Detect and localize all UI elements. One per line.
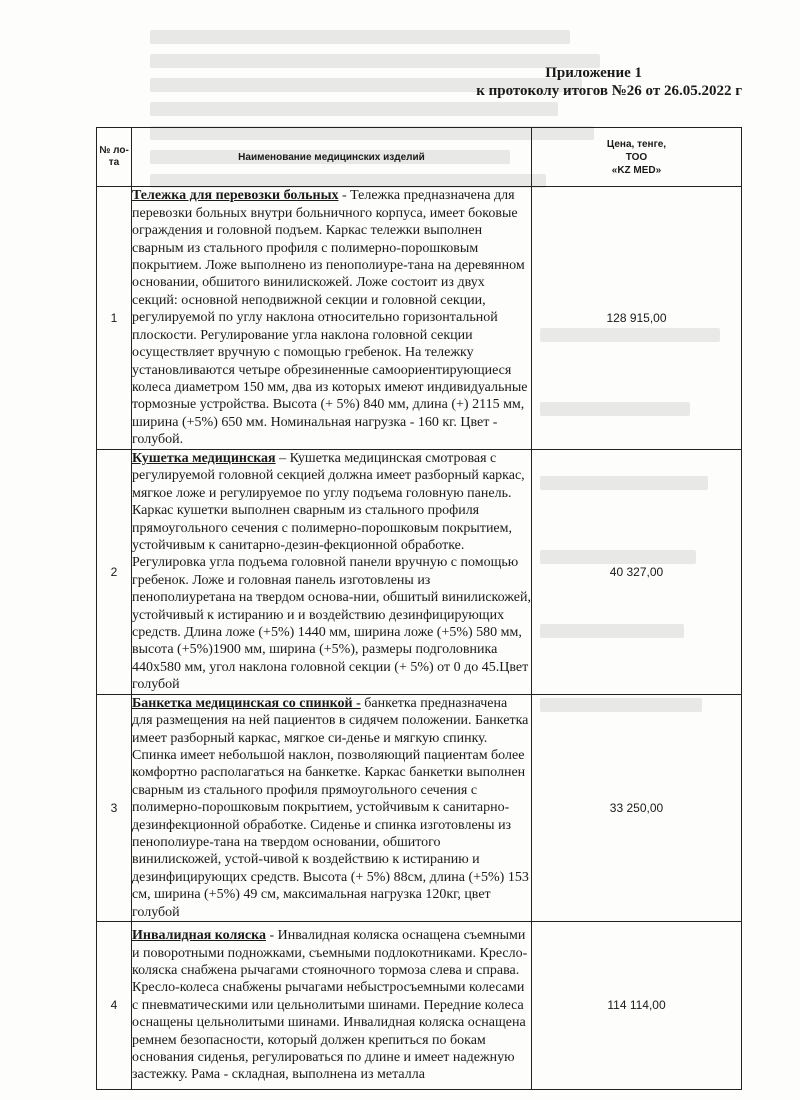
item-name-header: Наименование медицинских изделий: [132, 128, 532, 187]
protocol-reference: к протоколу итогов №26 от 26.05.2022 г: [476, 83, 742, 99]
annex-header: [476, 64, 742, 100]
table-row: [97, 187, 742, 450]
table-header-row: [97, 128, 742, 187]
lot-number-header: № ло-та: [97, 128, 132, 187]
item-description: [132, 450, 532, 695]
item-price: 40 327,00: [532, 450, 742, 695]
item-title: Банкетка медицинская со спинкой -: [132, 695, 361, 711]
annex-title: Приложение 1: [545, 65, 642, 81]
item-price: 128 915,00: [532, 187, 742, 450]
item-title: Тележка для перевозки больных: [132, 188, 339, 204]
price-header-supplier-type: ТОО: [625, 151, 648, 163]
table-row: [97, 450, 742, 695]
item-text: - Инвалидная коляска оснащена съемными и поворотными подножками, съемными подлокотниками. Кресло-коляска снабжена рычагами стояночного тормоза слева и справа. Кресло-колеса снабжены рычагами небыстросъемными колесами с пневматическими или цельнолитыми шинами. Передние колеса оснащены цельнолитыми шинами. Инвалидная коляска оснащена ремнем безопасности, который должен крепиться по бокам основания сиденья, регулироваться по длине и имеет надежную застежку. Рама - складная, выполнена из металла: [132, 928, 528, 1083]
item-text: - Тележка предназначена для перевозки больных внутри больничного корпуса, имеет боковые ограждения и головной подъем. Каркас тележки выполнен сварным из стального профиля с полимерно-порошковым покрытием. Ложе выполнено из пенополиуре-тана на деревянном основании, обшитого винилискожей. Ложе состоит из двух секций: основной неподвижной секции и головной секции, регулируемой по углу наклона относительно горизонтальной плоскости. Регулирование угла наклона головной секции осуществляет вручную с помощью гребенок. На тележку установливаются четыре обрезиненные самоориентирующиеся колеса диаметром 150 мм, два из которых имеют индивидуальные тормозные устройства. Высота (+ 5%) 840 мм, длина (+) 2115 мм, ширина (+5%) 650 мм. Номинальная нагрузка - 160 кг. Цвет - голубой.: [132, 188, 528, 448]
price-header-line: Цена, тенге,: [606, 138, 667, 150]
item-text: банкетка предназначена для размещения на ней пациентов в сидячем положении. Банкетка имеет разборный каркас, мягкое си-денье и мягкую спинку. Спинка имеет небольшой наклон, позволяющий пациентам более комфортно располагаться на банкетке. Каркас банкетки выполнен сварным из стального профиля прямоугольного сечения с полимерно-порошковым покрытием, устойчивым к санитарно-дезинфекционной обработке. Сиденье и спинка изготовлены из пенополиуре-тана на твердом основании, обшитого винилискожей, устой-чивой к воздействию к истиранию и дезинфицирующих средств. Высота (+ 5%) 88см, длина (+5%) 153 см, ширина (+5%) 49 см, максимальная нагрузка 120кг, цвет голубой: [132, 695, 529, 920]
lot-number: 2: [97, 450, 132, 695]
item-description: [132, 694, 532, 921]
item-price: 33 250,00: [532, 694, 742, 921]
price-header-supplier-name: «KZ MED»: [611, 164, 662, 176]
lot-number: 3: [97, 694, 132, 921]
item-title: Инвалидная коляска: [132, 928, 266, 944]
item-price: 114 114,00: [532, 921, 742, 1089]
lot-number: 4: [97, 921, 132, 1089]
item-description: [132, 921, 532, 1089]
table-row: [97, 921, 742, 1089]
price-header: [532, 128, 742, 187]
lot-number: 1: [97, 187, 132, 450]
item-text: – Кушетка медицинская смотровая с регулируемой головной секцией должна имеет разборный каркас, мягкое ложе и регулируемое по углу подъема головную панель. Каркас кушетки выполнен сварным из стального профиля прямоугольного сечения с полимерно-порошковым покрытием, устойчивым к санитарно-дезин-фекционной обработке. Регулировка угла подъема головной панели вручную с помощью гребенок. Ложе и головная панель изготовлены из пенополиуретана на твердом основа-нии, обшитый винилискожей, устойчивый к истиранию и и воздействию дезинфицирующих средств. Длина ложе (+5%) 1440 мм, ширина ложе (+5%) 580 мм, высота (+5%)1900 мм, ширина (+5%), размеры подголовника 440x580 мм, угол наклона головной секции (+ 5%) от 0 до 45.Цвет голубой: [132, 451, 531, 693]
table-row: [97, 694, 742, 921]
item-description: [132, 187, 532, 450]
item-title: Кушетка медицинская: [132, 451, 276, 466]
lots-table: [96, 127, 742, 1090]
